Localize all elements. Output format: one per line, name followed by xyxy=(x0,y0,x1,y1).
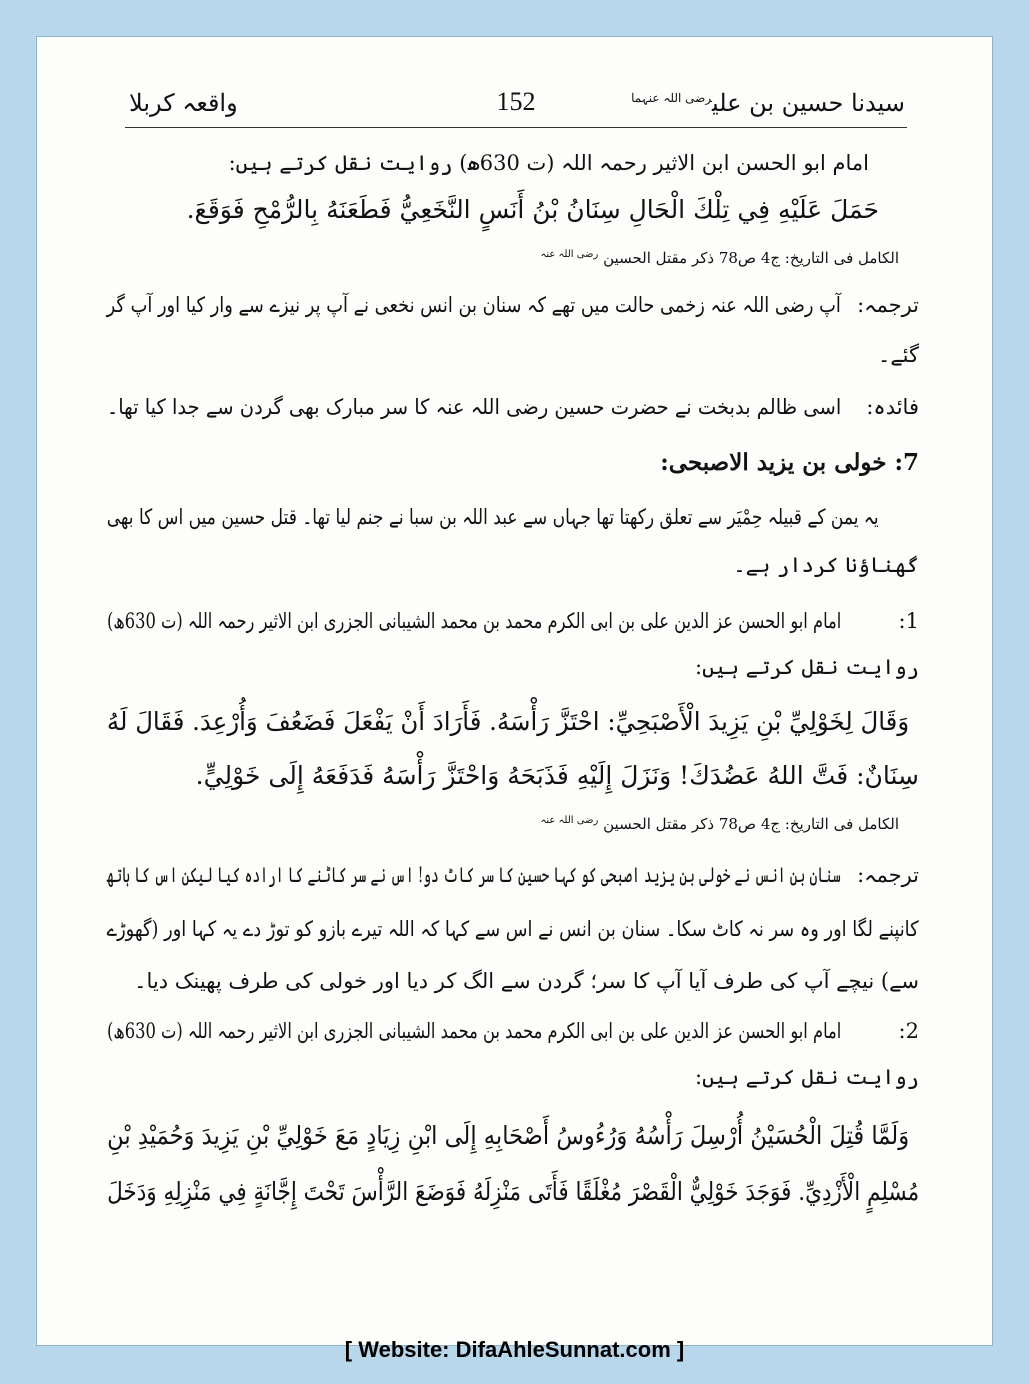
section-heading-7: 7: خولی بن یزید الاصبحی: xyxy=(660,449,919,476)
arabic-quote-2-line-1: وَقَالَ لِخَوْلِيِّ بْنِ يَزِيدَ الْأَصْبَحِيِّ: احْتَزَّ رَأْسَهُ. فَأَرَادَ أَنْ يَفْعَلَ فَضَعُفَ وَأُرْعِدَ. فَقَالَ لَهُ xyxy=(106,707,909,736)
item-1-number: 1: xyxy=(898,609,919,633)
item-2-line-1: امام ابو الحسن عز الدین علی بن ابی الکرم محمد بن محمد الشیبانی الجزری ابن الاثیر رحمہ اللہ (ت 630ھ) xyxy=(106,1019,841,1043)
arabic-quote-3-line-2: مُسْلِمٍ الْأَزْدِيِّ. فَوَجَدَ خَوْلِيٌّ الْقَصْرَ مُغْلَقًا فَأَتَى مَنْزِلَهُ فَوَضَعَ الرَّأْسَ تَحْتَ إِجَّانَةٍ فِي مَنْزِلِهِ وَدَخَلَ xyxy=(106,1177,919,1206)
arabic-quote-1: حَمَلَ عَلَيْهِ فِي تِلْكَ الْحَالِ سِنَانُ بْنُ أَنَسٍ النَّخَعِيُّ فَطَعَنَهُ بِالرُّمْحِ فَوَقَعَ. xyxy=(186,195,879,224)
arabic-quote-2-line-2: سِنَانٌ: فَتَّ اللهُ عَضُدَكَ! وَنَزَلَ إِلَيْهِ فَذَبَحَهُ وَاحْتَزَّ رَأْسَهُ فَدَفَعَهُ إِلَى خَوْلِيٍّ. xyxy=(195,761,919,790)
translation-1-line-2: گئے۔ xyxy=(878,343,919,367)
arabic-quote-3-line-1: وَلَمَّا قُتِلَ الْحُسَيْنُ أُرْسِلَ رَأْسُهُ وَرُءُوسُ أَصْحَابِهِ إِلَى ابْنِ زِيَادٍ مَعَ خَوْلِيِّ بْنِ يَزِيدَ وَحُمَيْدِ بْنِ xyxy=(107,1121,909,1150)
translation-2-label: ترجمہ: xyxy=(857,863,919,887)
website-footer: [ Website: DifaAhleSunnat.com ] xyxy=(344,1337,685,1362)
document-page xyxy=(36,36,993,1362)
translation-1-line-1: آپ رضی اللہ عنہ زخمی حالت میں تھے کہ سنان بن انس نخعی نے آپ پر نیزے سے وار کیا اور آپ گر xyxy=(106,293,841,317)
benefit-label: فائدہ: xyxy=(866,395,919,419)
item-2-number: 2: xyxy=(898,1019,919,1043)
ref2-honorific: رضی اللہ عنہ xyxy=(540,815,599,826)
translation-1-label: ترجمہ: xyxy=(857,293,919,317)
translation-2-line-3: سے) نیچے آپ کی طرف آیا آپ کا سر؛ گردن سے الگ کر دیا اور خولی کی طرف پھینک دیا۔ xyxy=(134,969,919,993)
para-7-line-1: یہ یمن کے قبیلہ حِمْیَر سے تعلق رکھتا تھا جہاں سے عبد اللہ بن سبا نے جنم لیا تھا۔ قتل حسین میں اس کا بھی xyxy=(107,505,879,529)
item-1-line-1: امام ابو الحسن عز الدین علی بن ابی الکرم محمد بن محمد الشیبانی الجزری ابن الاثیر رحمہ اللہ (ت 630ھ) xyxy=(106,609,841,633)
page-number: 152 xyxy=(496,87,536,116)
benefit-text: اسی ظالم بدبخت نے حضرت حسین رضی اللہ عنہ کا سر مبارک بھی گردن سے جدا کیا تھا۔ xyxy=(106,395,841,419)
page-header xyxy=(125,83,907,128)
translation-2-line-1: سنان بن انس نے خولی بن یزید اصبحی کو کہا حسین کا سر کاٹ دو! اس نے سر کاٹنے کا ارادہ کیا لیکن اس کا ہاتھ xyxy=(106,863,841,887)
reference-1: الکامل فی التاریخ: ج4 ص78 ذکر مقتل الحسین $^{رضی اللہ عنہ}$ xyxy=(540,249,899,267)
para-7-line-2: گھناؤنا کردار ہے۔ xyxy=(733,553,919,577)
reference-2: الکامل فی التاریخ: ج4 ص78 ذکر مقتل الحسین $^{رضی اللہ عنہ}$ xyxy=(540,815,899,833)
translation-2-line-2: کانپنے لگا اور وہ سر نہ کاٹ سکا۔ سنان بن انس نے اس سے کہا کہ اللہ تیرے بازو کو توڑ دے یہ کہا اور (گھوڑے xyxy=(107,917,919,941)
section-title: واقعہ کربلا xyxy=(129,89,238,117)
item-2-line-2: روایت نقل کرتے ہیں: xyxy=(695,1065,919,1089)
ref1-honorific: رضی اللہ عنہ xyxy=(540,249,599,260)
honorific: رضی اللہ عنہما xyxy=(631,91,712,105)
item-1-line-2: روایت نقل کرتے ہیں: xyxy=(695,655,919,679)
intro-line: امام ابو الحسن ابن الاثیر رحمہ اللہ (ت 630ھ) روایت نقل کرتے ہیں: xyxy=(228,151,869,175)
book-title: سیدنا حسین بن علی$^{رضی اللہ عنہما}$ xyxy=(631,89,905,117)
